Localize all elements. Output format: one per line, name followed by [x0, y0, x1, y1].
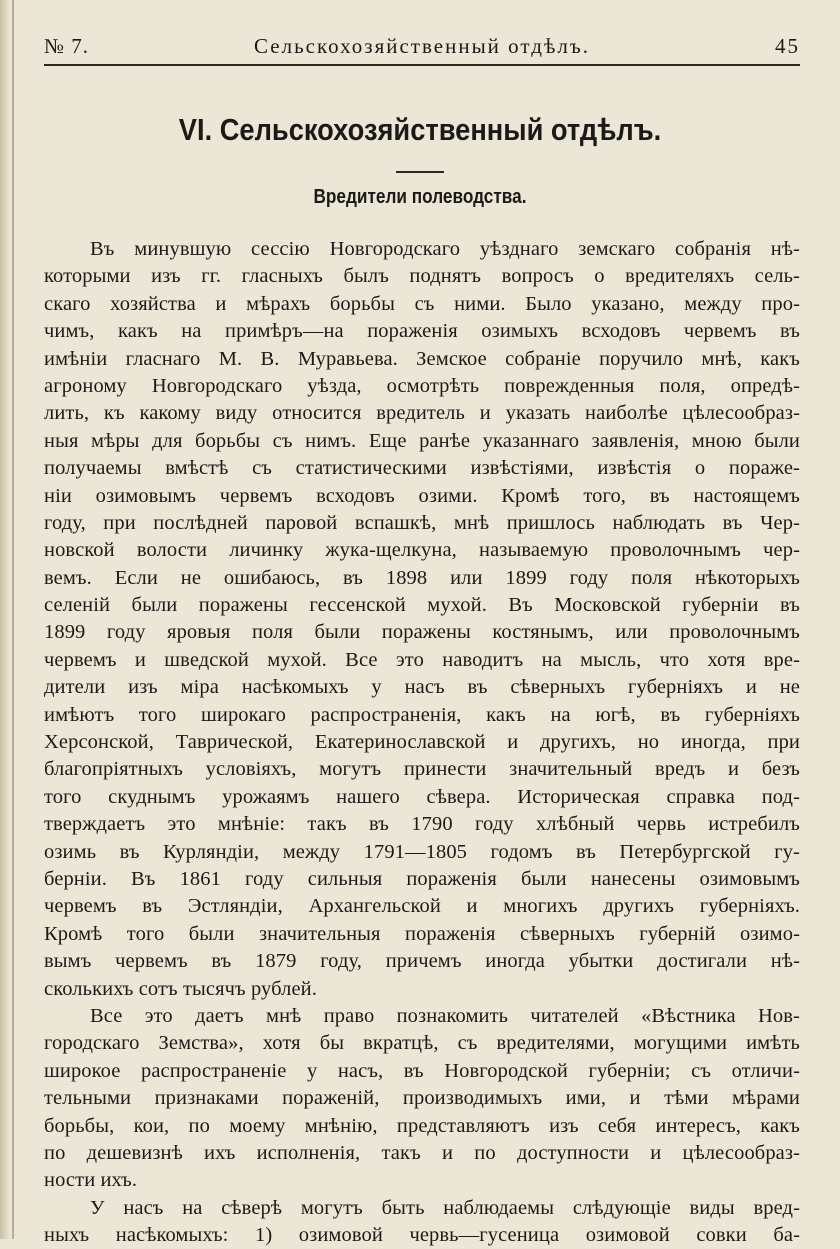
- text-line: скаго хозяйства и мѣрахъ борьбы съ ними. Было указано, между про-: [44, 292, 800, 315]
- text-line: того скуднымъ урожаямъ нашего сѣвера. Историческая справка под-: [44, 785, 800, 808]
- text-line: У насъ на сѣверѣ могутъ быть наблюдаемы слѣдующіе виды вред-: [90, 1196, 800, 1219]
- text-line: селеній были поражены гессенской мухой. Въ Московской губерніи въ: [44, 594, 800, 617]
- text-line: вемъ. Если не ошибаюсь, въ 1898 или 1899 году поля нѣкоторыхъ: [44, 566, 800, 589]
- text-line: имѣніи гласнаго М. В. Муравьева. Земское собраніе поручило мнѣ, какъ: [44, 347, 800, 370]
- section-title: VI. Сельскохозяйственный отдѣлъ.: [178, 112, 662, 147]
- text-line: Кромѣ того были значительныя пораженія сѣверныхъ губерній озимо-: [44, 922, 800, 945]
- text-line: червемъ и шведской мухой. Все это наводитъ на мысль, что хотя вре-: [44, 648, 800, 671]
- text-line: озимь въ Курляндіи, между 1791—1805 годомъ въ Петербургской гу-: [44, 840, 800, 863]
- text-line: которыми изъ гг. гласныхъ былъ поднятъ вопросъ о вредителяхъ сель-: [44, 265, 800, 288]
- text-line: широкое распространеніе у насъ, въ Новгородской губерніи; съ отличи-: [44, 1059, 800, 1082]
- text-line: имѣютъ того широкаго распространенія, какъ на югѣ, въ губерніяхъ: [44, 703, 800, 726]
- text-line: дители изъ міра насѣкомыхъ у насъ въ сѣверныхъ губерніяхъ и не: [44, 676, 800, 699]
- header-rule: [44, 64, 800, 66]
- text-line: ныхъ насѣкомыхъ: 1) озимовой червь—гусеница озимовой совки ба-: [44, 1224, 800, 1247]
- text-line: ности ихъ.: [44, 1169, 138, 1192]
- text-line: 1899 году яровыя поля были поражены костянымъ, или проволочнымъ: [44, 621, 800, 644]
- running-head: [44, 30, 800, 62]
- text-line: ныя мѣры для борьбы съ нимъ. Еще ранѣе указаннаго заявленія, мною были: [44, 429, 800, 452]
- text-line: тверждаетъ это мнѣніе: такъ въ 1790 году хлѣбный червь истребилъ: [44, 813, 800, 836]
- text-line: сколькихъ сотъ тысячъ рублей.: [44, 977, 317, 1000]
- text-line: берніи. Въ 1861 году сильныя пораженія были нанесены озимовымъ: [44, 867, 800, 890]
- article-subtitle: Вредители полеводства.: [313, 186, 527, 208]
- text-line: Херсонской, Таврической, Екатеринославской и другихъ, но иногда, при: [44, 731, 800, 754]
- text-line: по дешевизнѣ ихъ исполненія, такъ и по доступности и цѣлесообраз-: [44, 1141, 800, 1164]
- text-line: Все это даетъ мнѣ право познакомить читателей «Вѣстника Нов-: [90, 1004, 800, 1027]
- text-line: чимъ, какъ на примѣръ—на пораженія озимыхъ всходовъ червемъ въ: [44, 320, 800, 343]
- binding-line: [12, 0, 14, 1239]
- text-line: агроному Новгородскаго уѣзда, осмотрѣть поврежденныя поля, опредѣ-: [44, 374, 800, 397]
- text-line: благопріятныхъ условіяхъ, могутъ принести значительный вредъ и безъ: [44, 758, 800, 781]
- issue-number: № 7.: [44, 34, 90, 58]
- text-line: борьбы, кои, по моему мнѣнію, представляютъ изъ себя интересъ, какъ: [44, 1114, 800, 1137]
- text-line: получаемы вмѣстѣ съ статистическими извѣстіями, извѣстія о пораже-: [44, 457, 800, 480]
- text-line: городскаго Земства», хотя бы вкратцѣ, съ вредителями, могущими имѣть: [44, 1032, 800, 1055]
- text-line: червемъ въ Эстляндіи, Архангельской и многихъ другихъ губерніяхъ.: [44, 895, 800, 918]
- text-line: году, при послѣдней паровой вспашкѣ, мнѣ пришлось наблюдать въ Чер-: [44, 511, 800, 534]
- text-line: новской волости личинку жука-щелкуна, называемую проволочнымъ чер-: [44, 539, 800, 562]
- text-line: тельными признаками пораженій, производимыхъ ими, и тѣми мѣрами: [44, 1087, 800, 1110]
- text-line: Въ минувшую сессію Новгородскаго уѣзднаго земскаго собранія нѣ-: [90, 238, 800, 260]
- article-body: [44, 236, 800, 1249]
- running-head-title: Сельскохозяйственный отдѣлъ.: [254, 34, 590, 58]
- text-line: вымъ червемъ въ 1879 году, причемъ иногда убытки достигали нѣ-: [44, 950, 800, 973]
- text-line: ніи озимовымъ червемъ всходовъ озими. Кромѣ того, въ настоящемъ: [44, 484, 800, 507]
- title-divider: [396, 171, 444, 173]
- page-number: 45: [775, 34, 800, 58]
- text-line: лить, къ какому виду относится вредитель и указать наиболѣе цѣлесообраз-: [44, 402, 800, 425]
- page-edge-shadow: [0, 0, 10, 1239]
